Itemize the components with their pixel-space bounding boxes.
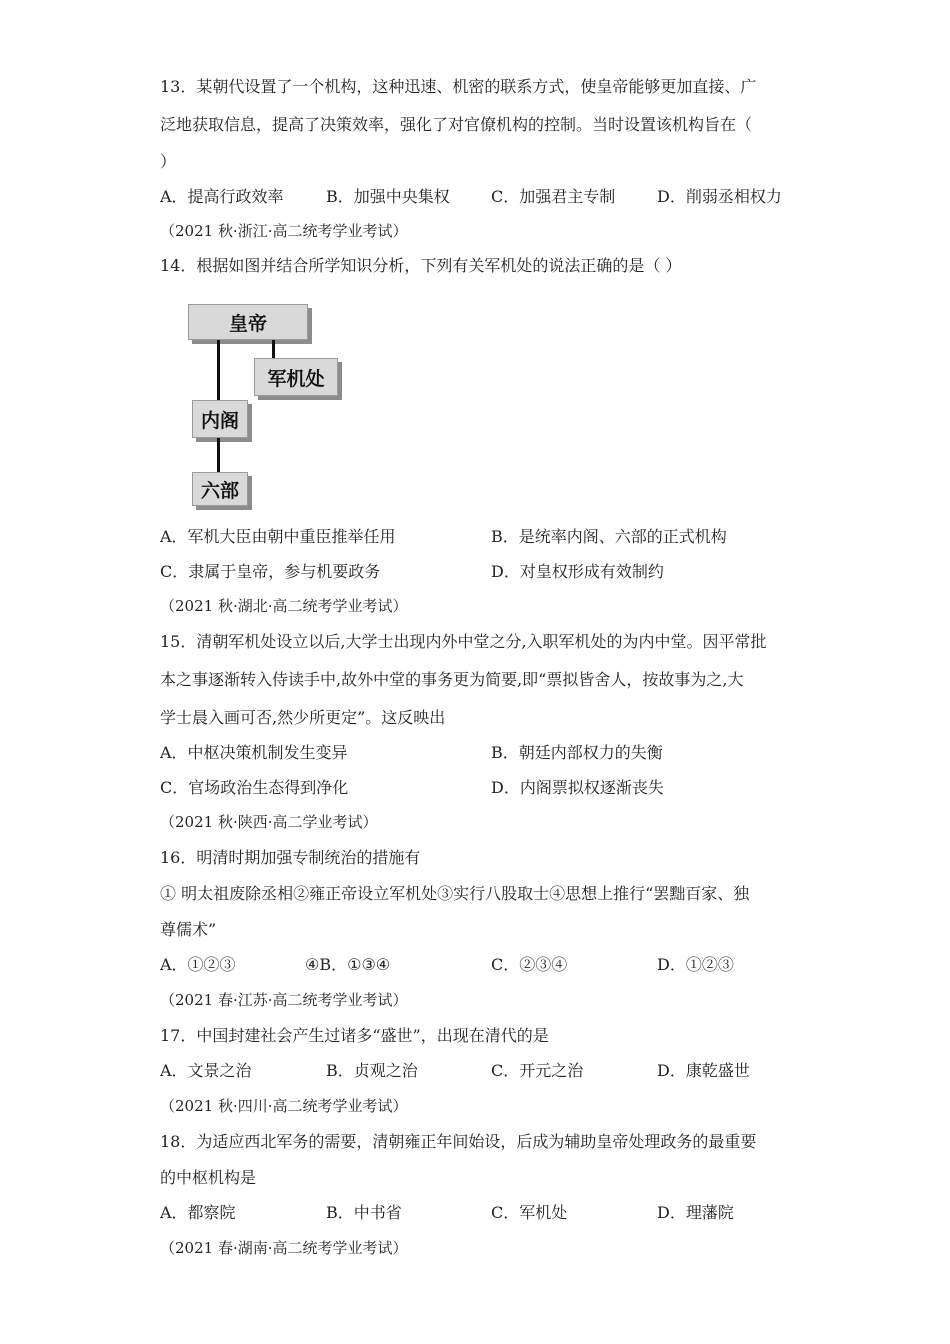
diagram-box-neige: 内阁 <box>192 400 248 438</box>
q16-stem-line2: ① 明太祖废除丞相②雍正帝设立军机处③实行八股取士④思想上推行“罢黜百家、独 <box>160 884 750 903</box>
q15-stem-line2: 本之事逐渐转入侍读手中,故外中堂的事务更为简要,即“票拟皆舍人，按故事为之,大 <box>160 670 744 689</box>
q16-source: （2021 春·江苏·高二统考学业考试） <box>160 991 408 1009</box>
q13-option-a: A．提高行政效率 <box>160 187 284 206</box>
q13-option-d: D．削弱丞相权力 <box>657 187 782 206</box>
q18-option-c: C．军机处 <box>491 1203 568 1222</box>
q15-stem-line3: 学士晨入画可否,然少所更定”。这反映出 <box>160 708 446 727</box>
q18-source: （2021 春·湖南·高二统考学业考试） <box>160 1239 408 1257</box>
q15-source: （2021 秋·陕西·高二学业考试） <box>160 813 378 831</box>
q16-option-b: ④B．①③④ <box>305 955 391 974</box>
q13-option-b: B．加强中央集权 <box>326 187 450 206</box>
q16-stem-line1: 16．明清时期加强专制统治的措施有 <box>160 848 421 867</box>
q17-option-a: A．文景之治 <box>160 1061 252 1080</box>
q16-option-c: C．②③④ <box>491 955 568 974</box>
q16-stem-line3: 尊儒术” <box>160 920 217 939</box>
q15-option-d: D．内阁票拟权逐渐丧失 <box>491 778 664 797</box>
q18-stem-line1: 18．为适应西北军务的需要，清朝雍正年间始设，后成为辅助皇帝处理政务的最重要 <box>160 1132 757 1151</box>
q17-option-c: C．开元之治 <box>491 1061 584 1080</box>
q14-stem-line1: 14．根据如图并结合所学知识分析，下列有关军机处的说法正确的是（ ） <box>160 256 682 275</box>
q13-source: （2021 秋·浙江·高二统考学业考试） <box>160 222 408 240</box>
q16-option-d: D．①②③ <box>657 955 734 974</box>
q13-stem-line1: 13．某朝代设置了一个机构，这种迅速、机密的联系方式，使皇帝能够更加直接、广 <box>160 77 757 96</box>
q14-option-b: B．是统率内阁、六部的正式机构 <box>491 527 727 546</box>
q18-option-d: D．理藩院 <box>657 1203 734 1222</box>
diagram-box-liubu: 六部 <box>192 472 248 506</box>
q17-stem-line1: 17．中国封建社会产生过诸多“盛世”，出现在清代的是 <box>160 1026 549 1045</box>
q13-option-c: C．加强君主专制 <box>491 187 616 206</box>
q14-source: （2021 秋·湖北·高二统考学业考试） <box>160 597 408 615</box>
q14-option-c: C．隶属于皇帝，参与机要政务 <box>160 562 381 581</box>
q17-option-d: D．康乾盛世 <box>657 1061 750 1080</box>
q15-option-a: A．中枢决策机制发生变异 <box>160 743 348 762</box>
q16-option-a: A．①②③ <box>160 955 236 974</box>
diagram-box-emperor: 皇帝 <box>188 304 308 340</box>
q17-option-b: B．贞观之治 <box>326 1061 418 1080</box>
diagram-connector-emperor-junjichu <box>272 340 275 358</box>
q14-option-a: A．军机大臣由朝中重臣推举任用 <box>160 527 396 546</box>
diagram-connector-neige-liubu <box>217 438 220 472</box>
diagram-box-junjichu: 军机处 <box>254 358 338 396</box>
q17-source: （2021 秋·四川·高二统考学业考试） <box>160 1097 408 1115</box>
q15-stem-line1: 15．清朝军机处设立以后,大学士出现内外中堂之分,入职军机处的为内中堂。因平常批 <box>160 632 767 651</box>
q14-option-d: D．对皇权形成有效制约 <box>491 562 664 581</box>
q15-option-c: C．官场政治生态得到净化 <box>160 778 349 797</box>
q13-stem-line3: ） <box>160 152 177 171</box>
q13-stem-line2: 泛地获取信息，提高了决策效率，强化了对官僚机构的控制。当时设置该机构旨在（ <box>160 115 753 134</box>
q18-stem-line2: 的中枢机构是 <box>160 1168 257 1187</box>
q18-option-b: B．中书省 <box>326 1203 402 1222</box>
q14-org-diagram <box>184 300 344 510</box>
q15-option-b: B．朝廷内部权力的失衡 <box>491 743 663 762</box>
q18-option-a: A．都察院 <box>160 1203 236 1222</box>
diagram-connector-emperor-neige <box>217 340 220 400</box>
